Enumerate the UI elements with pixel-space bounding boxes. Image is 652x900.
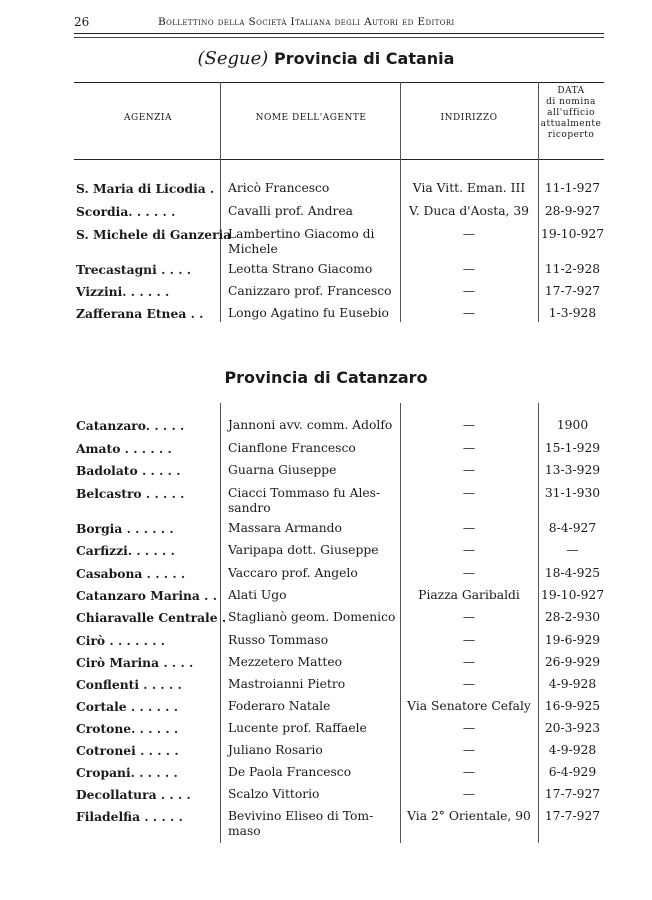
agent-line: Leotta Strano Giacomo [228, 262, 373, 276]
date-cell: 20-3-923 [544, 721, 601, 735]
header-date-line: di nomina [546, 97, 596, 107]
date-cell: 16-9-925 [544, 699, 601, 713]
address-cell: — [462, 743, 476, 757]
date-cell: 4-9-928 [548, 743, 597, 757]
header-date-line: ricoperto [547, 130, 595, 140]
agent-line: Varipapa dott. Giuseppe [228, 543, 379, 557]
address-cell: — [462, 284, 476, 298]
agent-line: Massara Armando [228, 521, 342, 535]
agent-cell [228, 655, 398, 670]
running-header [74, 15, 604, 35]
agent-line: Cianflone Francesco [228, 441, 356, 455]
address-cell: Via Senatore Cefaly [407, 699, 531, 713]
agent-line: Lambertino Giacomo di [228, 227, 375, 241]
header-date-line: all'ufficio [547, 108, 595, 118]
date-cell: 28-9-927 [544, 204, 601, 218]
agency-cell: Amato . . . . . . [76, 441, 172, 456]
agent-cell [228, 743, 398, 758]
agent-cell [228, 787, 398, 802]
agency-cell: Cortale . . . . . . [76, 699, 178, 714]
agency-cell: Cirò . . . . . . . [76, 633, 166, 648]
address-cell: — [462, 418, 476, 432]
address-cell: V. Duca d'Aosta, 39 [408, 204, 530, 218]
agency-cell: S. Michele di Ganzeria [76, 227, 232, 242]
agency-cell: Scordia. . . . . . [76, 204, 176, 219]
agency-cell: Casabona . . . . . [76, 566, 186, 581]
agent-line: Ciacci Tommaso fu Ales- [228, 486, 381, 500]
date-cell: 28-2-930 [544, 610, 601, 624]
agent-line: Aricò Francesco [228, 181, 330, 195]
agency-cell: Carfizzi. . . . . . [76, 543, 175, 558]
header-address: INDIRIZZO [440, 113, 498, 123]
agent-cell [228, 262, 398, 277]
header-date-line: DATA [557, 86, 585, 96]
agent-cell [228, 306, 398, 321]
agency-cell: Cotronei . . . . . [76, 743, 179, 758]
agency-cell: Conflenti . . . . . [76, 677, 182, 692]
address-cell: — [462, 463, 476, 477]
agent-line: Michele [228, 242, 278, 256]
header-date-line: attualmente [540, 119, 602, 129]
address-cell: Piazza Garibaldi [418, 588, 520, 602]
agent-cell [228, 610, 398, 625]
address-cell: Via 2° Orientale, 90 [407, 809, 531, 823]
agent-line: Russo Tommaso [228, 633, 329, 647]
agency-cell: Vizzini. . . . . . [76, 284, 170, 299]
date-cell: 6-4-929 [548, 765, 597, 779]
address-cell: — [462, 486, 476, 500]
agent-cell [228, 543, 398, 558]
agent-cell [228, 809, 398, 839]
date-cell: — [566, 543, 579, 557]
agent-line: Foderaro Natale [228, 699, 331, 713]
address-cell: Via Vitt. Eman. III [412, 181, 526, 195]
header-agent: NOME DELL'AGENTE [255, 113, 367, 123]
agent-cell [228, 633, 398, 648]
column-divider [538, 403, 539, 843]
column-divider [400, 82, 401, 322]
agent-line: Longo Agatino fu Eusebio [228, 306, 389, 320]
agency-cell: Cirò Marina . . . . [76, 655, 194, 670]
agent-cell [228, 521, 398, 536]
address-cell: — [462, 633, 476, 647]
agent-cell [228, 566, 398, 581]
agent-line: Juliano Rosario [228, 743, 323, 757]
column-divider [220, 82, 221, 322]
agent-line: Lucente prof. Raffaele [228, 721, 367, 735]
date-cell: 17-7-927 [544, 787, 601, 801]
address-cell: — [462, 227, 476, 241]
table-top-rule [74, 82, 604, 83]
agent-line: Scalzo Vittorio [228, 787, 320, 801]
agency-cell: Trecastagni . . . . [76, 262, 192, 277]
agent-cell [228, 765, 398, 780]
date-cell: 17-7-927 [544, 284, 601, 298]
date-cell: 31-1-930 [544, 486, 601, 500]
agent-line: Bevivino Eliseo di Tom- [228, 809, 374, 823]
agent-line: Vaccaro prof. Angelo [228, 566, 358, 580]
agent-line: Canizzaro prof. Francesco [228, 284, 392, 298]
agency-cell: Zafferana Etnea . . [76, 306, 204, 321]
agent-cell [228, 721, 398, 736]
agent-cell [228, 227, 398, 257]
agent-line: Cavalli prof. Andrea [228, 204, 353, 218]
date-cell: 1-3-928 [548, 306, 597, 320]
agency-cell: Decollatura . . . . [76, 787, 191, 802]
agency-cell: Cropani. . . . . . [76, 765, 178, 780]
date-cell: 15-1-929 [544, 441, 601, 455]
header-rule [74, 33, 604, 34]
address-cell: — [462, 721, 476, 735]
agency-cell: Borgia . . . . . . [76, 521, 174, 536]
agent-line: De Paola Francesco [228, 765, 352, 779]
agent-line: Jannoni avv. comm. Adolfo [228, 418, 393, 432]
address-cell: — [462, 610, 476, 624]
header-agency: AGENZIA [124, 113, 172, 123]
agent-cell [228, 418, 398, 433]
address-cell: — [462, 677, 476, 691]
agency-cell: Catanzaro. . . . . [76, 418, 185, 433]
date-cell: 13-3-929 [544, 463, 601, 477]
date-cell: 4-9-928 [548, 677, 597, 691]
agency-cell: Crotone. . . . . . [76, 721, 179, 736]
address-cell: — [462, 262, 476, 276]
page-number: 26 [74, 15, 90, 29]
agency-cell: Belcastro . . . . . [76, 486, 185, 501]
column-divider [400, 403, 401, 843]
agent-line: Guarna Giuseppe [228, 463, 337, 477]
section-title-catanzaro: Provincia di Catanzaro [224, 368, 428, 387]
agent-cell [228, 463, 398, 478]
date-cell: 19-6-929 [544, 633, 601, 647]
date-cell: 11-1-927 [544, 181, 601, 195]
agent-cell [228, 284, 398, 299]
agent-line: Staglianò geom. Domenico [228, 610, 396, 624]
header-date [538, 86, 604, 141]
section-title-text: Provincia di Catania [274, 49, 455, 68]
agency-cell: Badolato . . . . . [76, 463, 181, 478]
agent-line: maso [228, 824, 261, 838]
table-header-bottom-rule [74, 159, 604, 160]
address-cell: — [462, 441, 476, 455]
date-cell: 18-4-925 [544, 566, 601, 580]
journal-title: Bollettino della Società Italiana degli Autori ed Editori [158, 16, 455, 28]
address-cell: — [462, 655, 476, 669]
agent-line: Alati Ugo [228, 588, 287, 602]
agent-cell [228, 486, 398, 516]
agent-line: sandro [228, 501, 271, 515]
address-cell: — [462, 765, 476, 779]
date-cell: 1900 [556, 418, 589, 432]
address-cell: — [462, 306, 476, 320]
date-cell: 8-4-927 [548, 521, 597, 535]
agent-cell [228, 204, 398, 219]
agency-cell: Filadelfia . . . . . [76, 809, 183, 824]
agency-cell: S. Maria di Licodia . [76, 181, 215, 196]
agent-cell [228, 699, 398, 714]
date-cell: 11-2-928 [544, 262, 601, 276]
agency-cell: Catanzaro Marina . . [76, 588, 218, 603]
section-title-catania [0, 48, 652, 69]
address-cell: — [462, 543, 476, 557]
agent-cell [228, 588, 398, 603]
address-cell: — [462, 787, 476, 801]
header-rule-thin [74, 37, 604, 38]
agent-cell [228, 181, 398, 196]
agent-line: Mezzetero Matteo [228, 655, 342, 669]
agency-cell: Chiaravalle Centrale . [76, 610, 227, 625]
agent-cell [228, 677, 398, 692]
address-cell: — [462, 566, 476, 580]
agent-cell [228, 441, 398, 456]
date-cell: 19-10-927 [541, 227, 605, 241]
agent-line: Mastroianni Pietro [228, 677, 346, 691]
date-cell: 26-9-929 [544, 655, 601, 669]
date-cell: 17-7-927 [544, 809, 601, 823]
date-cell: 19-10-927 [541, 588, 605, 602]
address-cell: — [462, 521, 476, 535]
column-divider [538, 82, 539, 322]
section-prefix: (Segue) [197, 48, 269, 69]
